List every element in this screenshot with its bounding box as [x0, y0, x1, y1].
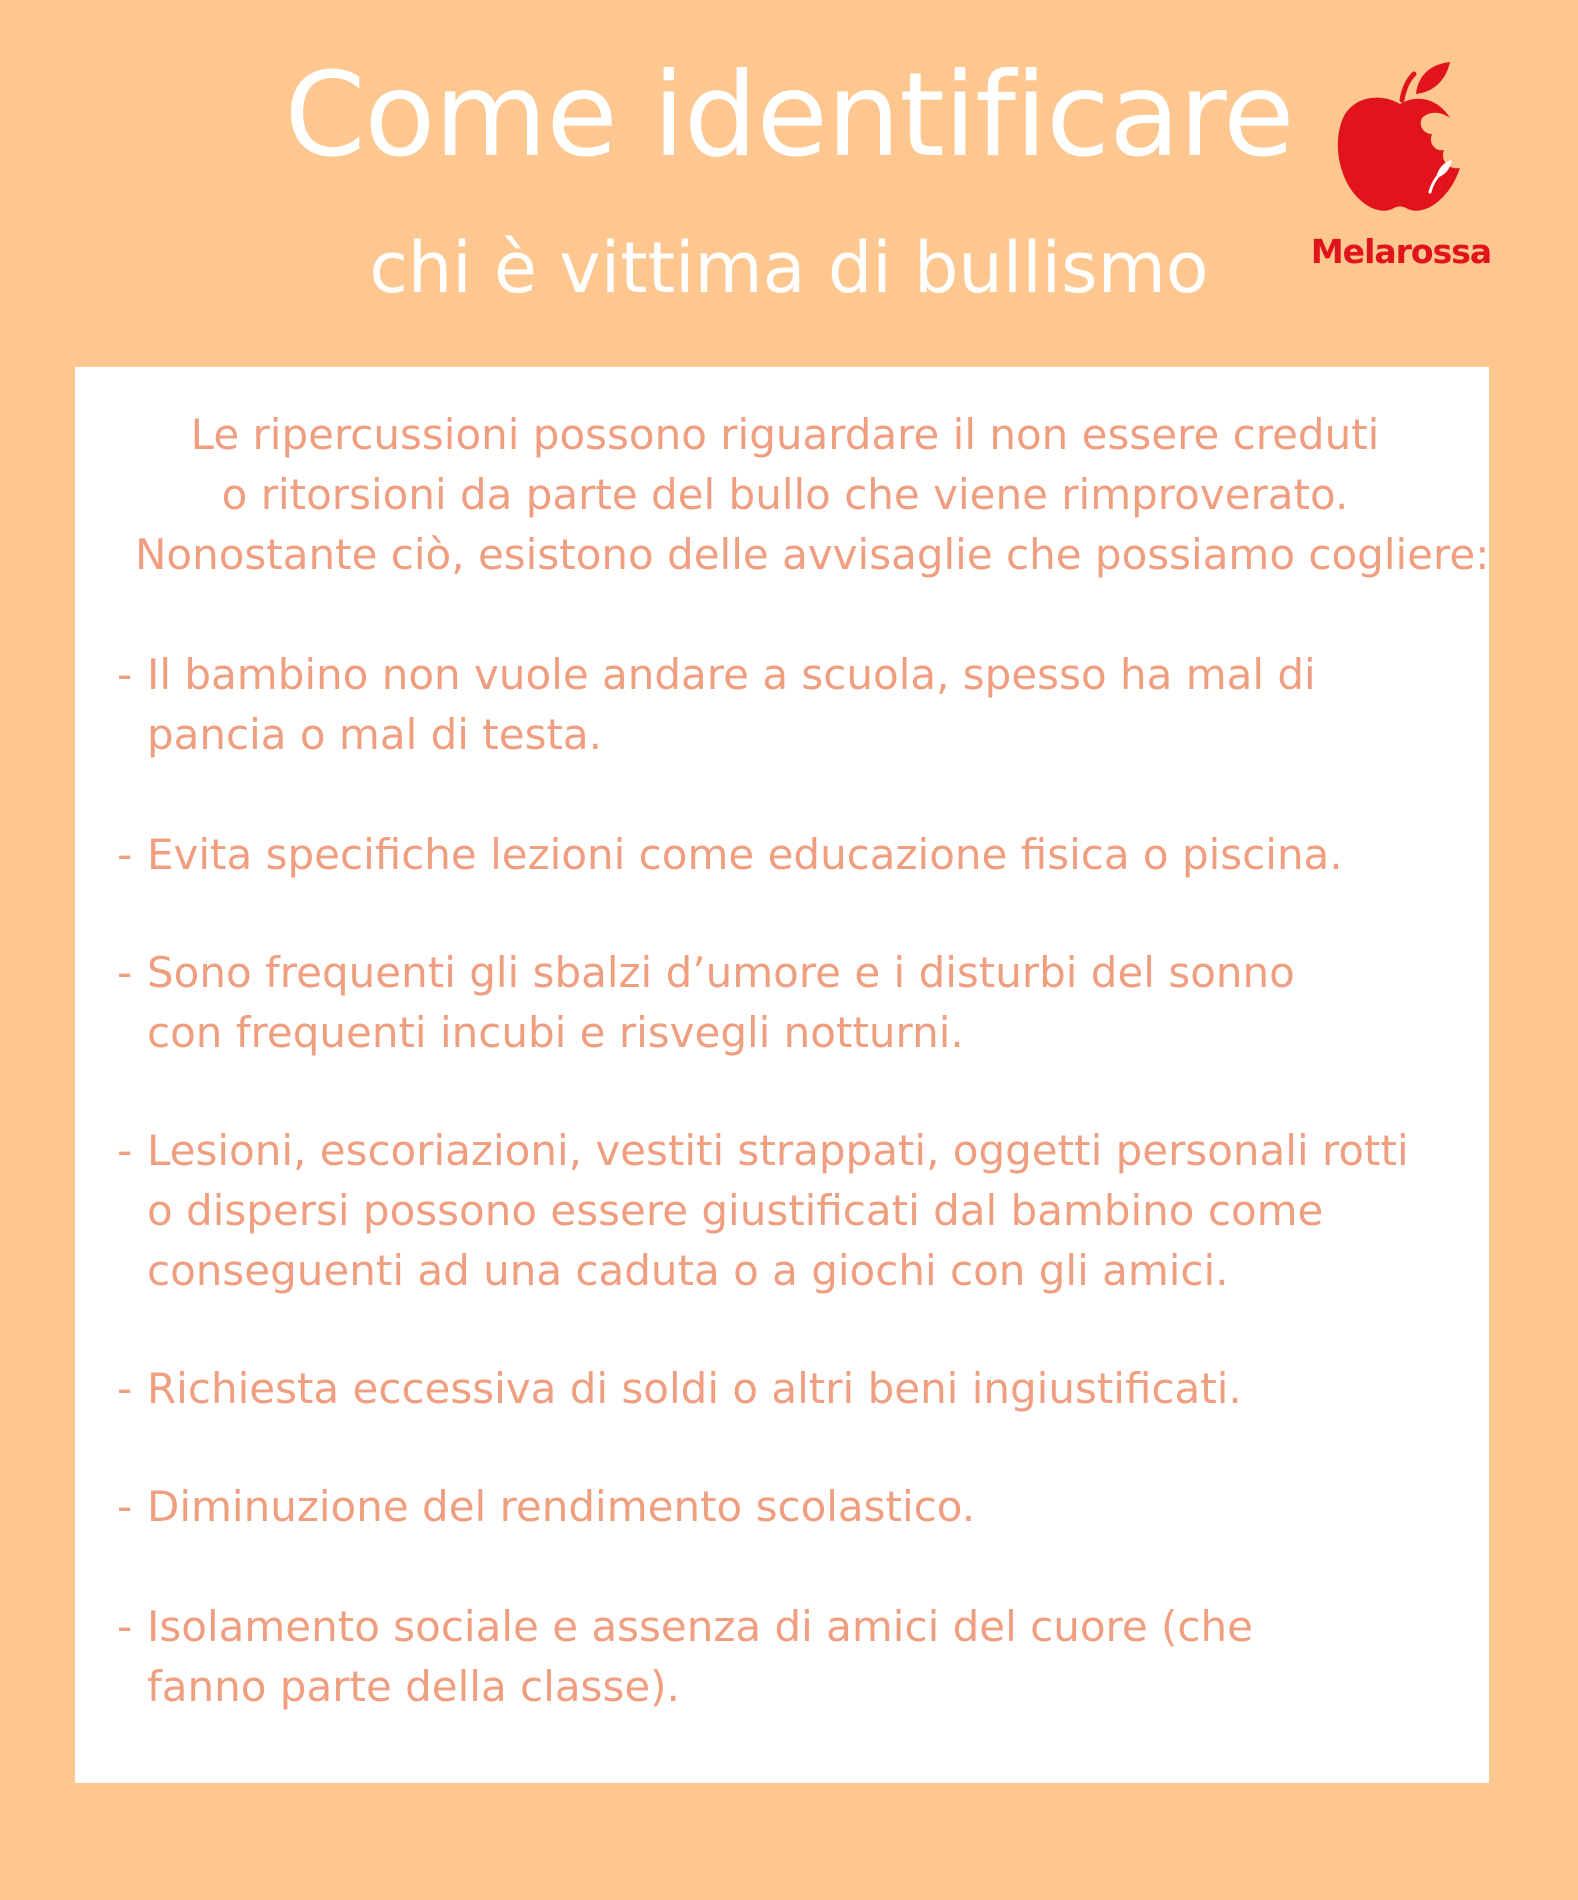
page-title: Come identificare: [284, 48, 1294, 183]
list-item: [117, 825, 1457, 885]
list-item: [117, 645, 1437, 765]
brand-name: Melarossa: [1310, 232, 1492, 271]
page-subtitle: chi è vittima di bullismo: [369, 227, 1209, 309]
list-dash: -: [117, 1364, 133, 1413]
apple-icon: [1332, 60, 1468, 216]
list-item-text: Sono frequenti gli sbalzi d’umore e i disturbi del sonno con frequenti incubi e risvegli notturni.: [147, 948, 1295, 1057]
list-item-text: Lesioni, escoriazioni, vestiti strappati, oggetti personali rotti o dispersi possono essere giustificati dal bambino come conseguenti ad una caduta o a giochi con gli amici.: [147, 1126, 1409, 1295]
list-dash: -: [117, 948, 133, 997]
intro-line: Le ripercussioni possono riguardare il non essere creduti: [190, 410, 1380, 459]
list-dash: -: [117, 1126, 133, 1175]
list-item: [117, 1359, 1457, 1419]
list-item-text: Richiesta eccessiva di soldi o altri beni ingiustificati.: [147, 1364, 1242, 1413]
list-item-text: Isolamento sociale e assenza di amici del cuore (che fanno parte della classe).: [147, 1602, 1253, 1711]
list-item-text: Il bambino non vuole andare a scuola, spesso ha mal di pancia o mal di testa.: [147, 650, 1316, 759]
list-item: [117, 1121, 1427, 1301]
intro-paragraph: [135, 405, 1490, 585]
list-dash: -: [117, 830, 133, 879]
list-dash: -: [117, 650, 133, 699]
list-item-text: Evita specifiche lezioni come educazione fisica o piscina.: [147, 830, 1343, 879]
list-dash: -: [117, 1482, 133, 1531]
brand-logo[interactable]: [1290, 60, 1512, 280]
intro-line: Nonostante ciò, esistono delle avvisaglie che possiamo cogliere:: [135, 530, 1490, 579]
list-item-text: Diminuzione del rendimento scolastico.: [147, 1482, 976, 1531]
list-item: [117, 943, 1367, 1063]
intro-line: o ritorsioni da parte del bullo che viene rimproverato.: [221, 470, 1349, 519]
content-card: [75, 367, 1489, 1783]
list-dash: -: [117, 1602, 133, 1651]
list-item: [117, 1477, 1457, 1537]
list-item: [117, 1597, 1367, 1717]
